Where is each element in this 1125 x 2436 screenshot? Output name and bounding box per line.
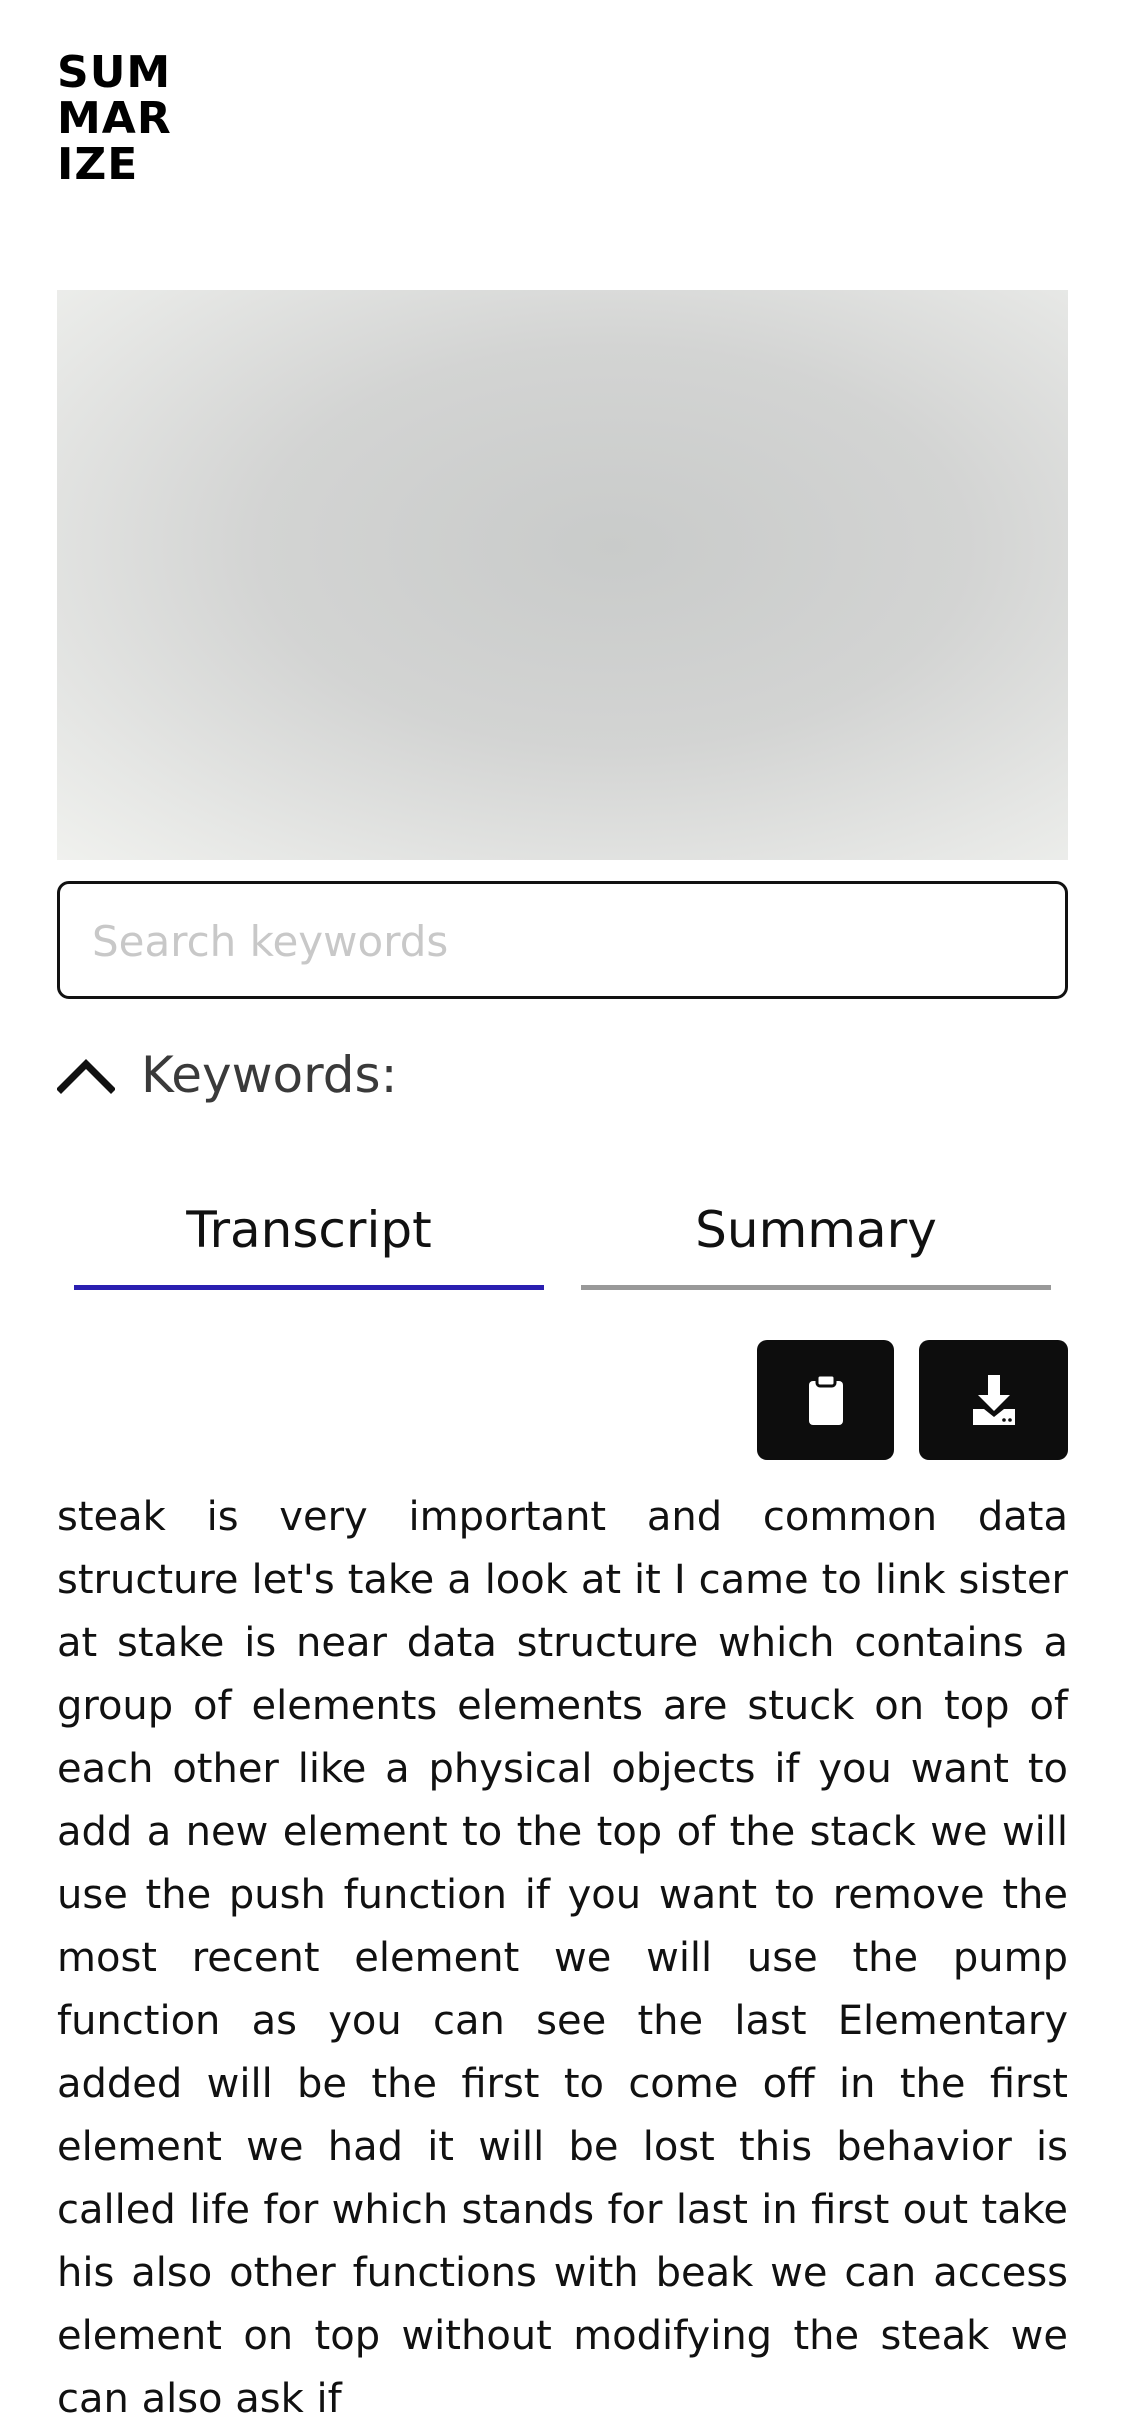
tab-transcript[interactable] xyxy=(74,1190,544,1290)
tab-indicator xyxy=(581,1285,1051,1290)
active-tab-indicator xyxy=(74,1285,544,1290)
transcript-text: steak is very important and common data structure let's take a look at it I came to link sister at stake is near data structure which contains a group of elements elements are stuck on top of each other like a physical objects if you want to add a new element to the top of the stack we will use the push function if you want to remove the most recent element we will use the pump function as you can see the last Elementary added will be the first to come off in the first element we had it will be lost this behavior is called life for which stands for last in first out take his also other functions with beak we can access element on top without modifying the steak we can also ask if xyxy=(57,1494,1068,2422)
clipboard-icon xyxy=(802,1373,850,1427)
download-button[interactable] xyxy=(919,1340,1068,1460)
logo-line: SUM xyxy=(57,47,172,98)
logo-line: IZE xyxy=(57,139,139,190)
keywords-label: Keywords: xyxy=(141,1046,398,1104)
download-icon xyxy=(970,1373,1018,1427)
tab-label: Transcript xyxy=(186,1201,432,1259)
app-logo xyxy=(57,47,217,190)
search-input[interactable] xyxy=(90,884,1034,998)
chevron-up-icon xyxy=(57,1055,115,1095)
video-player[interactable] xyxy=(57,290,1068,860)
copy-button[interactable] xyxy=(757,1340,894,1460)
search-box[interactable] xyxy=(57,881,1068,999)
tab-summary[interactable] xyxy=(581,1190,1051,1290)
logo-line: MAR xyxy=(57,93,172,144)
tab-label: Summary xyxy=(695,1201,937,1259)
keywords-toggle[interactable] xyxy=(57,1040,397,1110)
